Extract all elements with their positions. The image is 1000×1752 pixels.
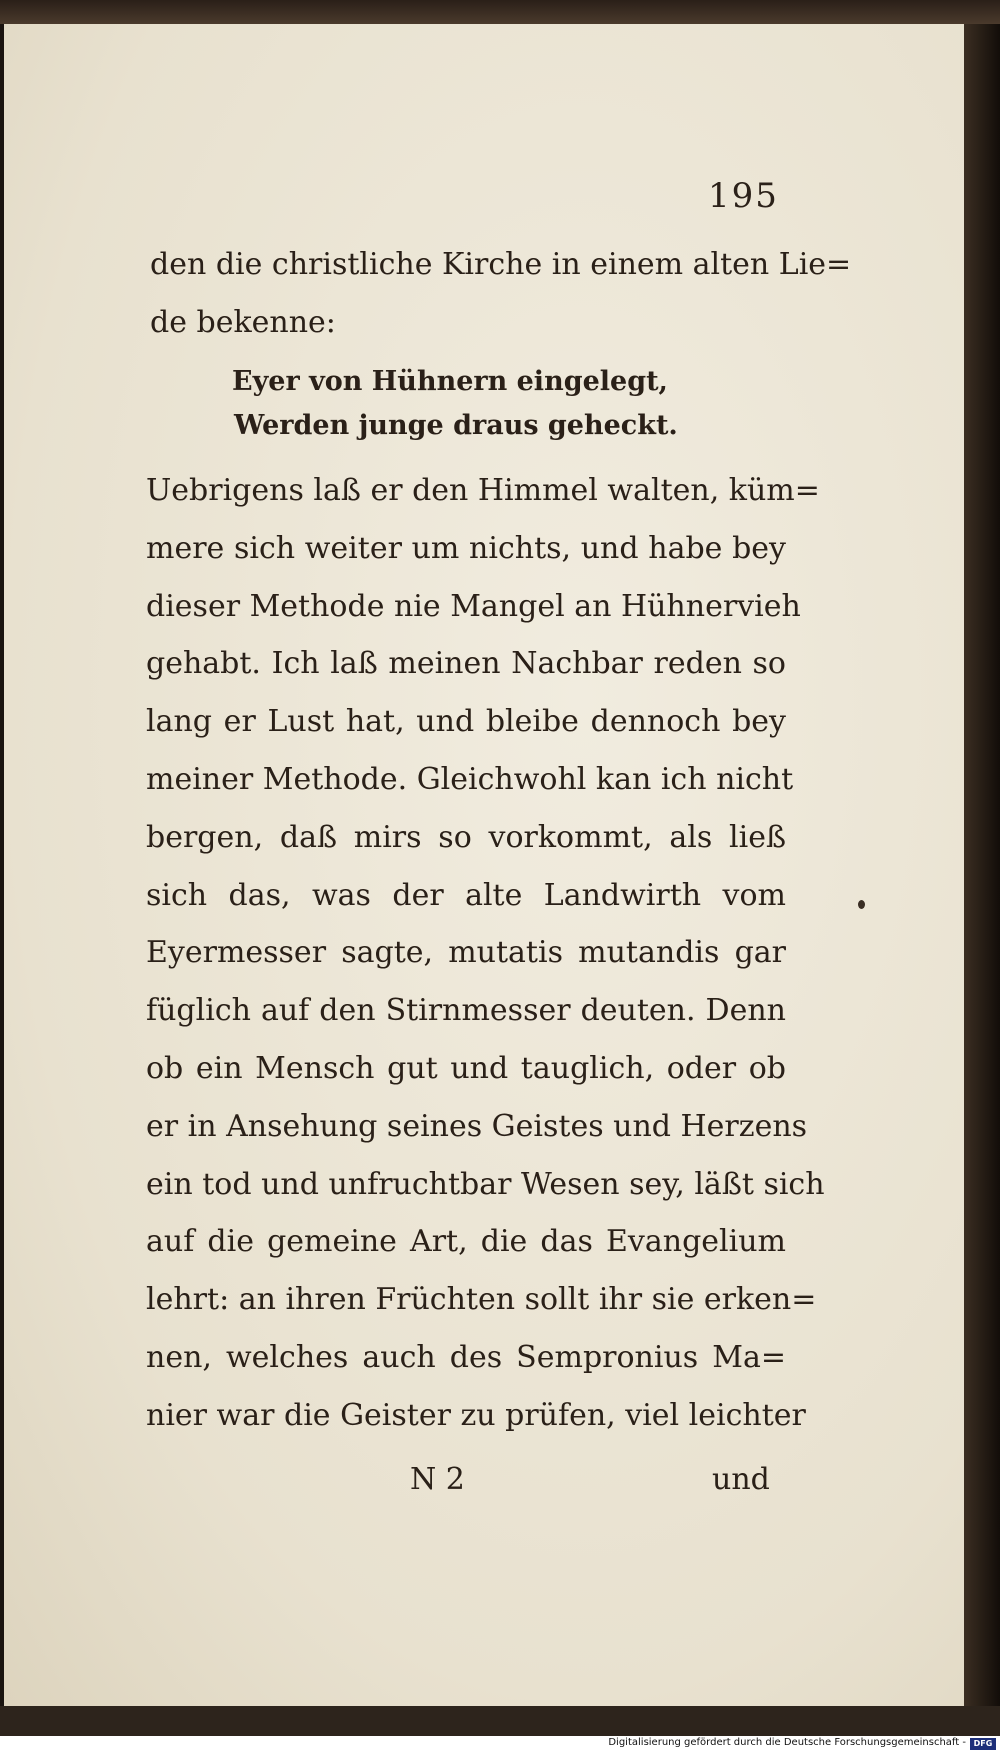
printer-signature-mark: N 2 (410, 1462, 465, 1497)
intro-text (150, 236, 852, 351)
text-line: nier war die Geister zu prüfen, viel leichter (146, 1397, 806, 1433)
verse-line: Eyer von Hühnern eingelegt, (232, 366, 668, 397)
text-line: gehabt. Ich laß meinen Nachbar reden so (146, 646, 786, 682)
text-line: ob ein Mensch gut und tauglich, oder ob (146, 1050, 786, 1086)
text-line: Eyermesser sagte, mutatis mutandis gar (146, 935, 786, 971)
digitization-footer (0, 1736, 1000, 1752)
text-line: lang er Lust hat, und bleibe dennoch bey (146, 704, 786, 740)
text-line: füglich auf den Stirnmesser deuten. Denn (146, 993, 786, 1029)
text-line: dieser Methode nie Mangel an Hühnervieh (146, 588, 801, 624)
book-spine-edge (964, 24, 1000, 1706)
verse-line: Werden junge draus geheckt. (234, 410, 678, 441)
text-line: den die christliche Kirche in einem alten Lie= (150, 247, 852, 282)
body-text (146, 462, 825, 1445)
text-line: mere sich weiter um nichts, und habe bey (146, 530, 786, 566)
text-line: bergen, daß mirs so vorkommt, als ließ (146, 819, 786, 855)
footer-credit: Digitalisierung gefördert durch die Deutsche Forschungsgemeinschaft - (608, 1737, 966, 1748)
scan-top-edge (0, 0, 1000, 24)
text-line: ein tod und unfruchtbar Wesen sey, läßt sich (146, 1166, 825, 1202)
dfg-logo: DFG (970, 1738, 996, 1750)
scan-bottom-edge (0, 1706, 1000, 1736)
text-line: de bekenne: (150, 304, 336, 340)
text-line: auf die gemeine Art, die das Evangelium (146, 1224, 786, 1260)
text-line: sich das, was der alte Landwirth vom (146, 877, 786, 913)
catchword: und (712, 1462, 770, 1497)
ink-speck (858, 900, 865, 909)
text-line: Uebrigens laß er den Himmel walten, küm= (146, 473, 820, 508)
page-number: 195 (708, 176, 779, 216)
text-line: nen, welches auch des Sempronius Ma= (146, 1339, 786, 1375)
text-line: lehrt: an ihren Früchten sollt ihr sie erken= (146, 1282, 817, 1318)
text-line: meiner Methode. Gleichwohl kan ich nicht (146, 761, 794, 797)
text-line: er in Ansehung seines Geistes und Herzens (146, 1108, 808, 1144)
verse-quote (232, 360, 678, 448)
